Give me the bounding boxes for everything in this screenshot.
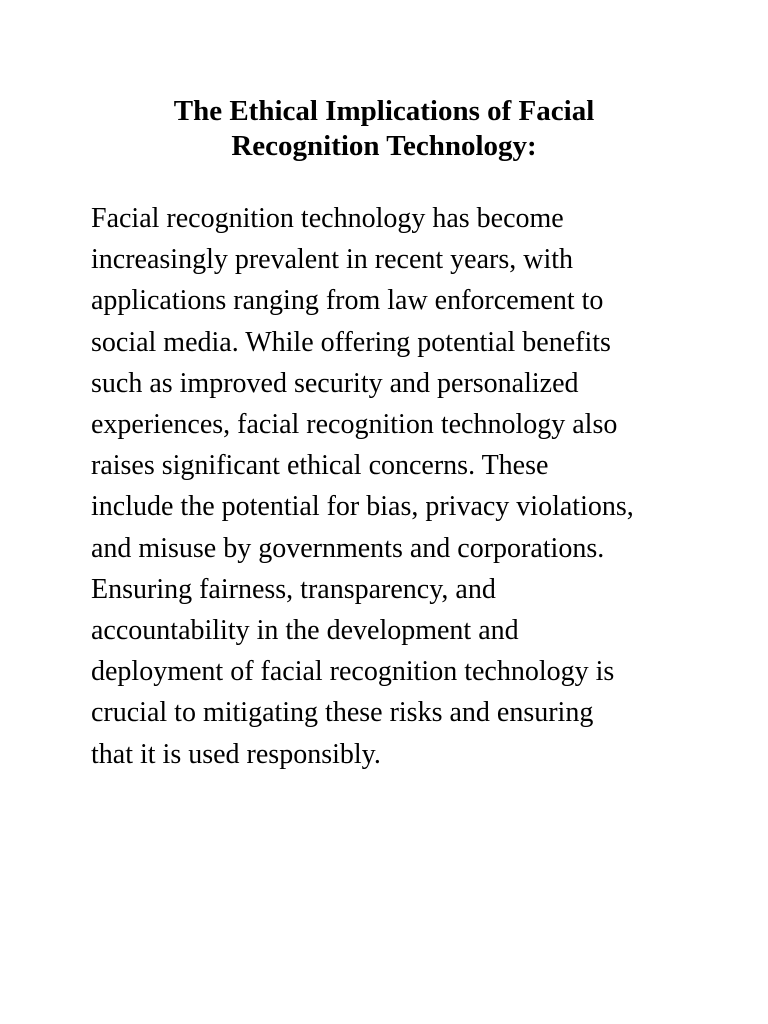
body-line: Ensuring fairness, transparency, and — [91, 573, 496, 605]
document-body — [91, 198, 691, 775]
document-title — [90, 94, 678, 164]
body-line: Facial recognition technology has become — [91, 203, 564, 234]
body-line: deployment of facial recognition technology is — [91, 656, 615, 688]
body-line: such as improved security and personalized — [91, 367, 579, 399]
body-line: and misuse by governments and corporations. — [91, 532, 605, 564]
body-line: crucial to mitigating these risks and ensuring — [91, 697, 594, 729]
body-line: accountability in the development and — [91, 615, 519, 647]
body-line: applications ranging from law enforcement to — [91, 285, 604, 317]
body-line: experiences, facial recognition technology also — [91, 409, 618, 441]
title-line: Recognition Technology: — [231, 130, 537, 162]
body-line: raises significant ethical concerns. These — [91, 450, 549, 482]
body-line: include the potential for bias, privacy violations, — [91, 491, 634, 523]
title-line: The Ethical Implications of Facial — [173, 95, 595, 127]
body-line: increasingly prevalent in recent years, with — [91, 244, 574, 276]
body-line: that it is used responsibly. — [91, 738, 381, 770]
body-line: social media. While offering potential benefits — [91, 326, 611, 358]
